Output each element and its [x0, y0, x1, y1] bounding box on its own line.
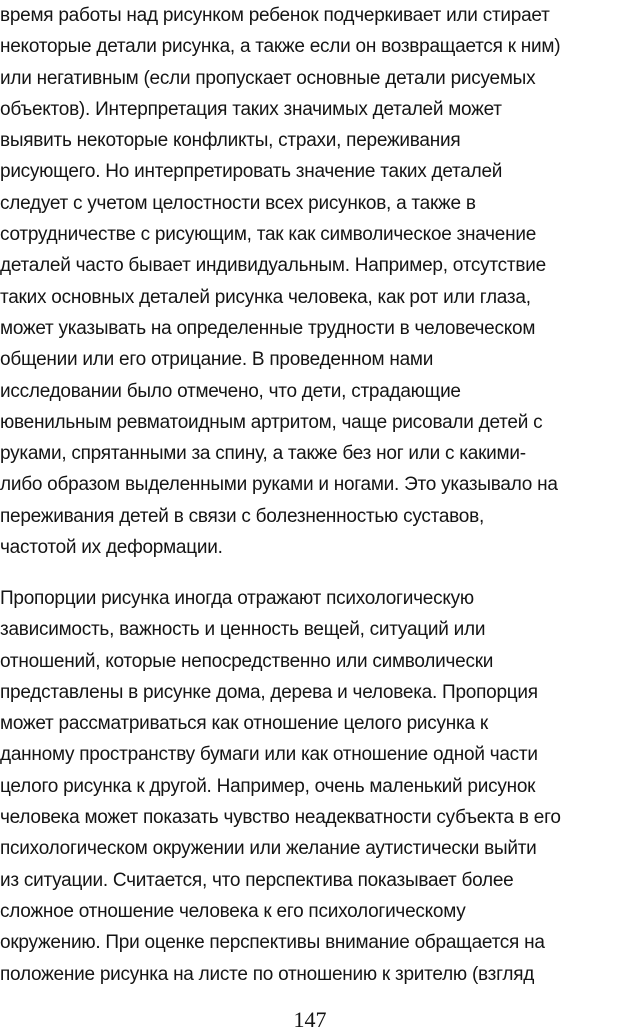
text-line: из ситуации. Считается, что перспектива показывает более: [0, 869, 514, 891]
text-line: окружению. При оценке перспективы внимание обращается на: [0, 932, 545, 954]
text-line: время работы над рисунком ребенок подчеркивает или стирает: [0, 5, 550, 26]
text-line: данному пространству бумаги или как отношение одной части: [0, 744, 538, 766]
text-line: положение рисунка на листе по отношению к зрителю (взгляд: [0, 963, 535, 985]
text-line: выявить некоторые конфликты, страхи, переживания: [0, 130, 461, 152]
text-line: таких основных деталей рисунка человека, как рот или глаза,: [0, 286, 531, 308]
text-line: рисующего. Но интерпретировать значение таких деталей: [0, 161, 503, 183]
text-line: общении или его отрицание. В проведенном нами: [0, 349, 434, 371]
text-line: некоторые детали рисунка, а также если он возвращается к ним): [0, 36, 561, 58]
text-line: сложное отношение человека к его психологическому: [0, 900, 466, 922]
text-line: ювенильным ревматоидным артритом, чаще рисовали детей с: [0, 411, 543, 433]
text-line: деталей часто бывает индивидуальным. Например, отсутствие: [0, 255, 546, 277]
text-line: руками, спрятанными за спину, а также без ног или с какими-: [0, 443, 526, 465]
text-line: исследовании было отмечено, что дети, страдающие: [0, 380, 461, 402]
text-line: либо образом выделенными руками и ногами. Это указывало на: [0, 474, 558, 496]
text-line: частотой их деформации.: [0, 537, 223, 559]
text-line: переживания детей в связи с болезненностью суставов,: [0, 505, 484, 527]
text-line: целого рисунка к другой. Например, очень маленький рисунок: [0, 775, 536, 797]
text-line: зависимость, важность и ценность вещей, ситуаций или: [0, 619, 486, 641]
text-line: представлены в рисунке дома, дерева и человека. Пропорция: [0, 681, 538, 703]
text-line: Пропорции рисунка иногда отражают психологическую: [0, 588, 474, 609]
paragraph: [0, 0, 560, 563]
text-line: сотрудничестве с рисующим, так как символическое значение: [0, 224, 537, 246]
paragraph: [0, 583, 561, 990]
text-line: следует с учетом целостности всех рисунков, а также в: [0, 192, 476, 214]
text-line: или негативным (если пропускает основные детали рисуемых: [0, 67, 536, 89]
text-line: может указывать на определенные трудности в человеческом: [0, 317, 536, 339]
text-line: отношений, которые непосредственно или символически: [0, 650, 494, 672]
text-line: человека может показать чувство неадекватности субъекта в его: [0, 807, 561, 829]
text-line: психологическом окружении или желание аутистически выйти: [0, 838, 537, 860]
text-line: может рассматриваться как отношение целого рисунка к: [0, 713, 488, 735]
text-line: объектов). Интерпретация таких значимых деталей может: [0, 98, 502, 120]
page-number: 147: [293, 1007, 327, 1032]
